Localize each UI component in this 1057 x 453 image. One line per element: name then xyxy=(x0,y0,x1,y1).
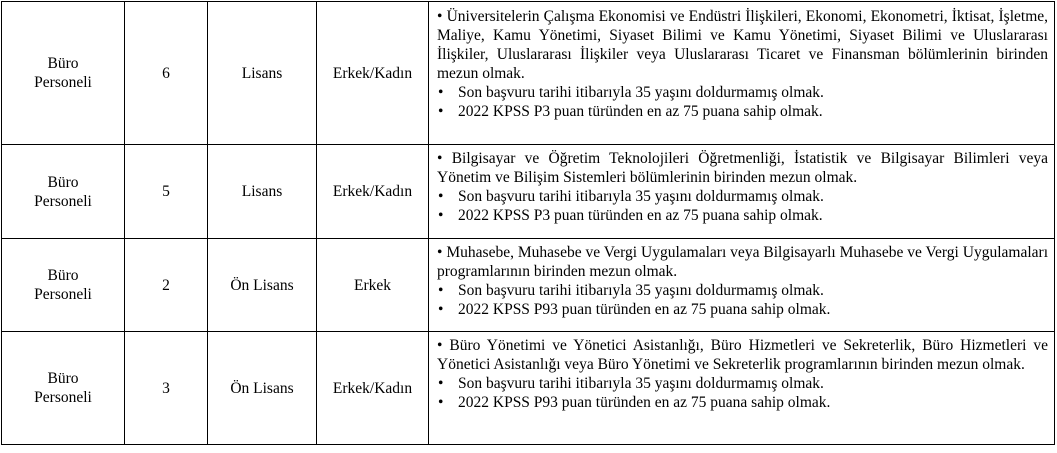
bullet-icon: • xyxy=(438,282,444,299)
table-row xyxy=(2,2,1055,145)
requirement-text: 2022 KPSS P3 puan türünden en az 75 puana sahip olmak. xyxy=(458,103,823,120)
position-line: Büro xyxy=(47,55,79,72)
position-line: Personeli xyxy=(34,389,92,406)
bullet-icon: • xyxy=(438,394,444,411)
position-line: Personeli xyxy=(34,74,92,91)
requirement-text: Son başvuru tarihi itibarıyla 35 yaşını doldurmamış olmak. xyxy=(458,375,824,392)
requirement-item xyxy=(437,336,1048,374)
position-cell xyxy=(2,332,125,445)
positions-table xyxy=(1,1,1055,445)
requirement-text: Bilgisayar ve Öğretim Teknolojileri Öğretmenliği, İstatistik ve Bilgisayar Bilimleri veya Yönetim ve Bilişim Sistemleri bölümlerinin birinden mezun olmak. xyxy=(437,150,1049,186)
requirement-item xyxy=(437,83,1048,102)
position-line: Büro xyxy=(47,173,79,191)
position-line: Personeli xyxy=(34,286,92,303)
education-cell: Lisans xyxy=(208,2,317,145)
bullet-icon: • xyxy=(437,337,443,354)
position-cell xyxy=(2,2,125,145)
count-cell: 2 xyxy=(125,239,208,332)
table-row xyxy=(2,145,1055,239)
gender-cell: Erkek/Kadın xyxy=(317,145,429,239)
requirement-text: Son başvuru tarihi itibarıyla 35 yaşını doldurmamış olmak. xyxy=(458,282,824,299)
requirement-text: 2022 KPSS P93 puan türünden en az 75 puana sahip olmak. xyxy=(458,301,831,318)
requirement-text: Muhasebe, Muhasebe ve Vergi Uygulamaları veya Bilgisayarlı Muhasebe ve Vergi Uygulamaları programlarının birinden mezun olmak. xyxy=(437,244,1048,280)
education-cell: Ön Lisans xyxy=(208,239,317,332)
requirements-cell xyxy=(429,2,1055,145)
bullet-icon: • xyxy=(437,150,443,167)
requirement-text: Son başvuru tarihi itibarıyla 35 yaşını doldurmamış olmak. xyxy=(458,188,824,205)
bullet-icon: • xyxy=(438,103,444,120)
requirement-text: 2022 KPSS P3 puan türünden en az 75 puana sahip olmak. xyxy=(458,207,823,224)
requirement-text: 2022 KPSS P93 puan türünden en az 75 puana sahip olmak. xyxy=(458,394,831,411)
bullet-icon: • xyxy=(438,207,444,224)
requirement-item xyxy=(437,243,1048,281)
table-row xyxy=(2,239,1055,332)
requirement-item xyxy=(437,393,1048,412)
requirements-cell xyxy=(429,145,1055,239)
requirement-item xyxy=(437,102,1048,121)
count-cell: 3 xyxy=(125,332,208,445)
bullet-icon: • xyxy=(438,84,444,101)
requirement-item xyxy=(437,149,1048,187)
gender-cell: Erkek xyxy=(317,239,429,332)
bullet-icon: • xyxy=(437,244,443,261)
requirement-text: Üniversitelerin Çalışma Ekonomisi ve Endüstri İlişkileri, Ekonomi, Ekonometri, İktisat, İşletme, Maliye, Kamu Yönetimi, Siyaset Bilimi ve Kamu Yönetimi, Siyaset Bilimi ve Uluslararası İlişkiler, Uluslararası İlişkiler veya Uluslararası Ticaret ve Finansman bölümlerinin birinden mezun olmak. xyxy=(437,8,1049,82)
table-row xyxy=(2,332,1055,445)
gender-cell: Erkek/Kadın xyxy=(317,2,429,145)
position-line: Personeli xyxy=(34,192,92,210)
position-line: Büro xyxy=(47,370,79,387)
position-line: Büro xyxy=(47,267,79,284)
gender-cell: Erkek/Kadın xyxy=(317,332,429,445)
bullet-icon: • xyxy=(438,301,444,318)
position-cell xyxy=(2,145,125,239)
bullet-icon: • xyxy=(438,375,444,392)
requirement-text: Son başvuru tarihi itibarıyla 35 yaşını doldurmamış olmak. xyxy=(458,84,824,101)
count-cell: 5 xyxy=(125,145,208,239)
education-cell: Ön Lisans xyxy=(208,332,317,445)
bullet-icon: • xyxy=(437,8,443,25)
education-cell: Lisans xyxy=(208,145,317,239)
requirement-item xyxy=(437,7,1048,83)
count-cell: 6 xyxy=(125,2,208,145)
position-cell xyxy=(2,239,125,332)
requirement-item xyxy=(437,206,1048,225)
requirement-text: Büro Yönetimi ve Yönetici Asistanlığı, Büro Hizmetleri ve Sekreterlik, Büro Hizmetleri ve Yönetici Asistanlığı veya Büro Yönetimi ve Sekreterlik programlarının birinden mezun olmak. xyxy=(437,337,1049,373)
bullet-icon: • xyxy=(438,188,444,205)
requirement-item xyxy=(437,374,1048,393)
requirement-item xyxy=(437,300,1048,319)
requirement-item xyxy=(437,281,1048,300)
requirements-cell xyxy=(429,239,1055,332)
requirements-cell xyxy=(429,332,1055,445)
requirement-item xyxy=(437,187,1048,206)
